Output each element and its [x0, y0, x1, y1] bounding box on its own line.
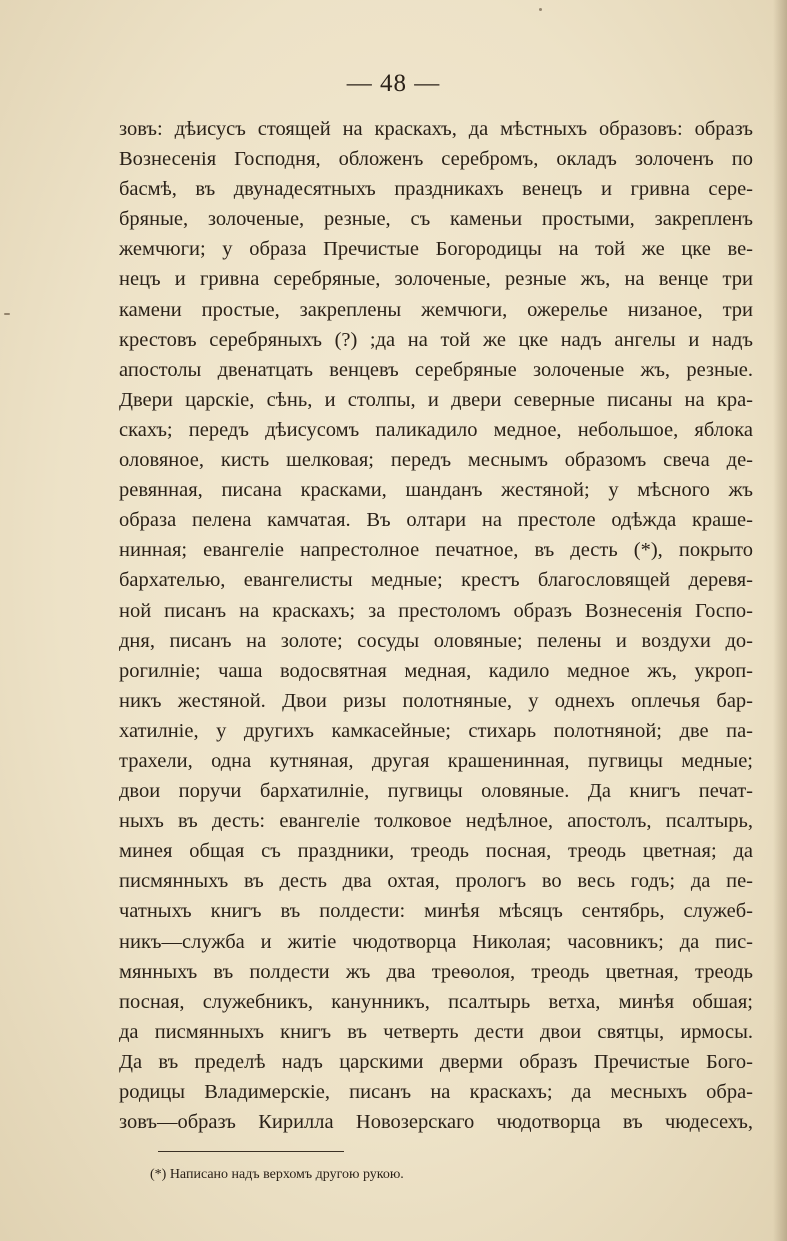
text-line: апостолы двенатцать венцевъ серебряные золоченые жъ, резные.	[119, 358, 753, 381]
text-line: ныхъ въ десть: евангеліе толковое недѣлное, апостолъ, псалтырь,	[119, 810, 753, 833]
text-line: зовъ—образъ Кирилла Новозерскаго чюдотворца въ чюдесехъ,	[119, 1111, 753, 1134]
text-line: никъ жестяной. Двои ризы полотняные, у однехъ оплечья бар-	[119, 689, 753, 712]
text-line: нинная; евангеліе напрестолное печатное, въ десть (*), покрыто	[119, 539, 753, 562]
text-line: басмѣ, въ двунадесятныхъ праздникахъ венецъ и гривна сере-	[119, 178, 753, 201]
text-line: трахели, одна кутняная, другая крашенинная, пугвицы медные;	[119, 749, 753, 772]
paper-speck	[4, 313, 10, 315]
text-line: оловяное, кисть шелковая; передъ меснымъ образомъ свеча де-	[119, 449, 753, 472]
text-line: дня, писанъ на золоте; сосуды оловяные; пелены и воздухи до-	[119, 629, 753, 652]
text-line: крестовъ серебряныхъ (?) ;да на той же цке надъ ангелы и надъ	[119, 328, 753, 351]
page-edge-shadow	[773, 0, 787, 1241]
paper-speck	[539, 8, 542, 11]
text-line: чатныхъ книгъ въ полдести: минѣя мѣсяцъ сентябрь, служеб-	[119, 900, 753, 923]
text-line: да писмянныхъ книгъ въ четверть дести двои святцы, ирмосы.	[119, 1020, 753, 1043]
text-line: скахъ; передъ дѣисусомъ паликадило медное, небольшое, яблока	[119, 418, 753, 441]
text-line: Да въ пределѣ надъ царскими дверми образъ Пречистые Бого-	[119, 1050, 753, 1073]
text-line: минея общая съ праздники, треодь посная, треодь цветная; да	[119, 840, 753, 863]
text-line: родицы Владимерскіе, писанъ на краскахъ; да месныхъ обра-	[119, 1081, 753, 1103]
footnote: (*) Написано надъ верхомъ другою рукою.	[150, 1167, 404, 1182]
text-line: бархателью, евангелисты медные; крестъ благословящей деревя-	[119, 569, 753, 592]
text-line: образа пелена камчатая. Въ олтари на престоле одѣжда краше-	[119, 509, 753, 532]
text-line: ной писанъ на краскахъ; за престоломъ образъ Вознесенія Госпо-	[119, 599, 753, 622]
text-line: рогилніе; чаша водосвятная медная, кадило медное жъ, укроп-	[119, 659, 753, 682]
text-line: хатилніе, у другихъ камкасейные; стихарь полотняной; две па-	[119, 719, 753, 742]
text-line: бряные, золоченые, резные, съ каменьи простыми, закрепленъ	[119, 208, 753, 231]
text-line: жемчюги; у образа Пречистые Богородицы на той же цке ве-	[119, 238, 753, 261]
text-line: Вознесенія Господня, обложенъ серебромъ, окладъ золоченъ по	[119, 148, 753, 171]
text-line: камени простые, закреплены жемчюги, ожерелье низаное, три	[119, 298, 753, 321]
text-line: нецъ и гривна серебряные, золоченые, резные жъ, на венце три	[119, 268, 753, 291]
text-line: мянныхъ въ полдести жъ два треѳолоя, треодь цветная, треодь	[119, 960, 753, 983]
text-line: ревянная, писана красками, шанданъ жестяной; у мѣсного жъ	[119, 479, 753, 502]
text-line: зовъ: дѣисусъ стоящей на краскахъ, да мѣстныхъ образовъ: образъ	[119, 118, 753, 140]
text-line: двои поручи бархатилніе, пугвицы оловяные. Да книгъ печат-	[119, 780, 753, 803]
footnote-divider	[158, 1151, 344, 1152]
text-line: никъ—служба и житіе чюдотворца Николая; часовникъ; да пис-	[119, 930, 753, 953]
text-line: Двери царскіе, сѣнь, и столпы, и двери северные писаны на кра-	[119, 388, 753, 411]
page-number: — 48 —	[346, 70, 441, 97]
body-text	[119, 114, 753, 1137]
text-line: посная, служебникъ, канунникъ, псалтырь ветха, минѣя обшая;	[119, 990, 753, 1013]
text-line: писмянныхъ въ десть два охтая, прологъ во весь годъ; да пе-	[119, 870, 753, 893]
